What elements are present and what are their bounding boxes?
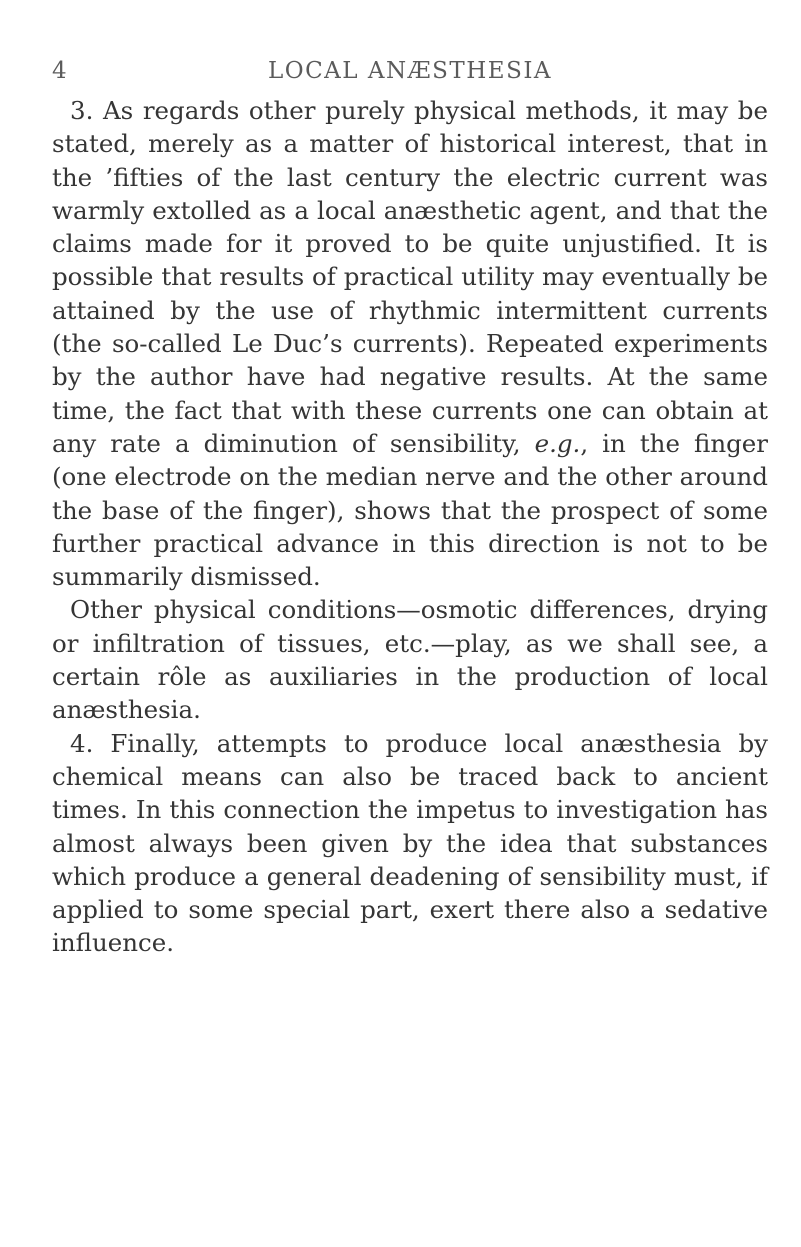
paragraph-text: 4. Finally, attempts to produce local anæsthesia by chemical means can also be traced back to ancient times. In this connection the impetus to investigation has almost always been given by the idea that substances which produce a general deadening of sensibility must, if applied to some special part, exert there also a sedative influence.: [52, 728, 768, 958]
body-text: [52, 94, 768, 960]
paragraph-section-4: [52, 727, 768, 960]
book-page: [52, 58, 768, 960]
paragraph-text: Other physical conditions—osmotic differences, drying or infiltration of tissues, etc.—play, as we shall see, a certain rôle as auxiliaries in the production of local anæsthesia.: [52, 595, 768, 725]
paragraph-text: , in the finger (one electrode on the median nerve and the other around the base of the finger), shows that the prospect of some further practical advance in this direction is not to be summarily dismissed.: [52, 428, 768, 592]
running-title: LOCAL ANÆSTHESIA: [267, 58, 553, 84]
page-number: 4: [52, 58, 67, 84]
paragraph-section-3: [52, 94, 768, 593]
paragraph-other-conditions: [52, 593, 768, 726]
paragraph-text: 3. As regards other purely physical methods, it may be stated, merely as a matter of historical interest, that in the ’fifties of the last century the electric current was warmly extolled as a local anæsthetic agent, and that the claims made for it proved to be quite unjustified. It is possible that results of practical utility may eventually be attained by the use of rhythmic intermittent currents (the so-called Le Duc’s currents). Repeated experiments by the author have had negative results. At the same time, the fact that with these currents one can obtain at any rate a diminution of sensibility,: [52, 96, 768, 458]
italic-abbreviation: e.g.: [534, 428, 581, 458]
running-head: [52, 58, 768, 94]
